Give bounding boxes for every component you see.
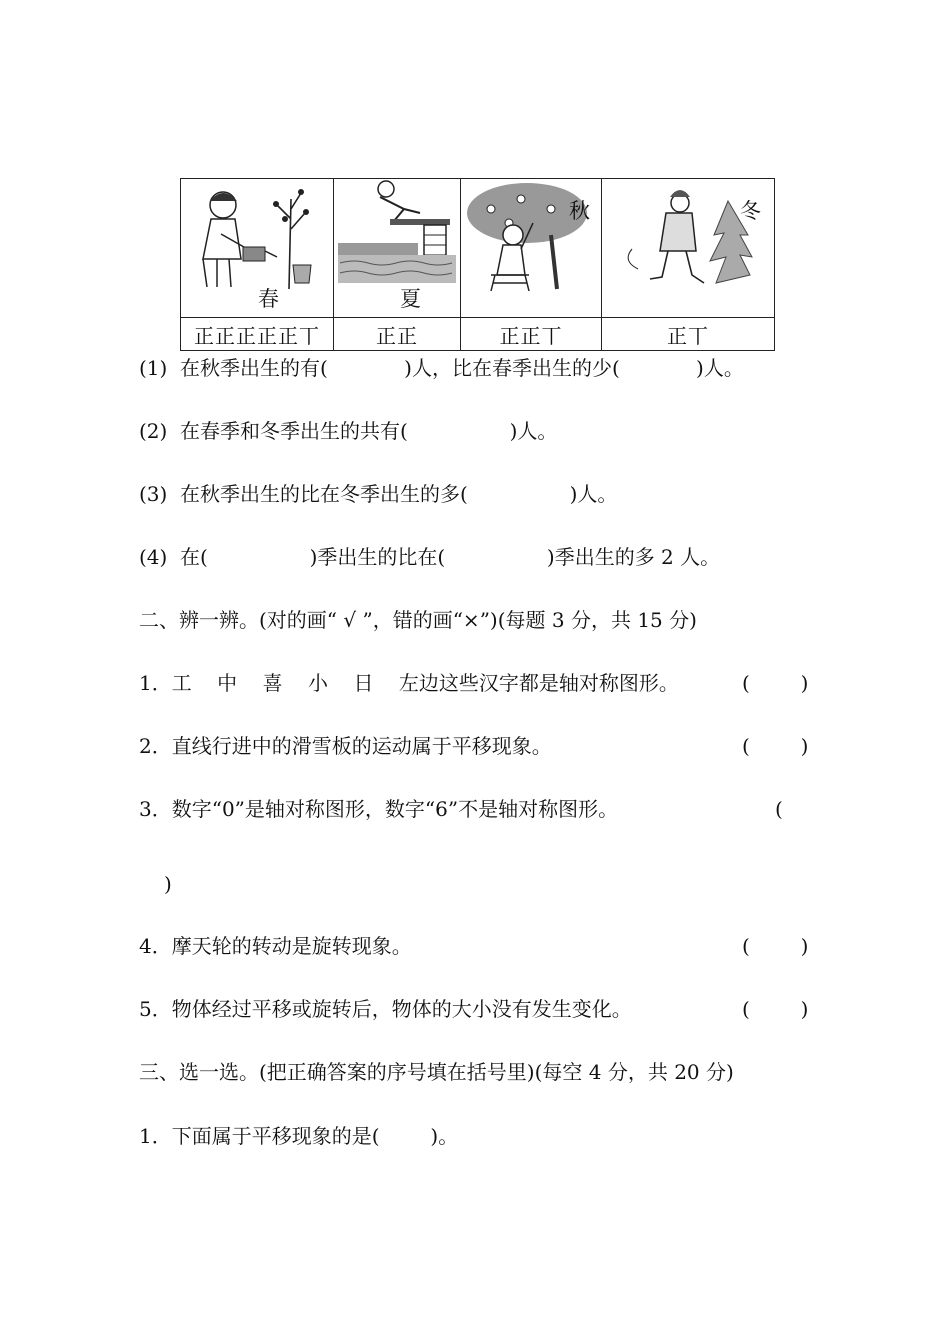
answer-paren-5: ( ) — [742, 997, 809, 1021]
question-3: (3) 在秋季出生的比在冬季出生的多( )人。 — [139, 482, 618, 506]
section-3-heading: 三、选一选。(把正确答案的序号填在括号里)(每空 4 分，共 20 分) — [139, 1060, 734, 1084]
answer-paren-4: ( ) — [742, 934, 809, 958]
choice-item-1: 1．下面属于平移现象的是( )。 — [139, 1124, 459, 1148]
question-4: (4) 在( )季出生的比在( )季出生的多 2 人。 — [139, 545, 721, 569]
judge-item-2: 2．直线行进中的滑雪板的运动属于平移现象。 — [139, 734, 552, 758]
season-label-autumn: 秋 — [569, 199, 590, 223]
question-1: (1) 在秋季出生的有( )人，比在春季出生的少( )人。 — [139, 356, 744, 380]
answer-paren-1: ( ) — [742, 671, 809, 695]
judge-item-5: 5．物体经过平移或旋转后，物体的大小没有发生变化。 — [139, 997, 632, 1021]
birth-season-table — [180, 178, 775, 351]
autumn-cell — [461, 179, 602, 318]
tally-winter: 正丅 — [602, 318, 775, 351]
tally-summer: 正正 — [334, 318, 461, 351]
question-2: (2) 在春季和冬季出生的共有( )人。 — [139, 419, 558, 443]
judge-item-4: 4．摩天轮的转动是旋转现象。 — [139, 934, 412, 958]
season-label-winter: 冬 — [740, 199, 761, 223]
section-2-heading: 二、辨一辨。(对的画“ √ ”，错的画“×”)(每题 3 分，共 15 分) — [139, 608, 697, 632]
answer-paren-3-close: ) — [164, 872, 172, 896]
summer-cell — [334, 179, 461, 318]
judge-item-3: 3．数字“0”是轴对称图形，数字“6”不是轴对称图形。 — [139, 797, 619, 821]
answer-paren-2: ( ) — [742, 734, 809, 758]
judge-item-1: 1．工 中 喜 小 日 左边这些汉字都是轴对称图形。 — [139, 671, 679, 695]
spring-cell — [181, 179, 334, 318]
summer-picture — [334, 179, 460, 317]
tally-spring: 正正正正正丅 — [181, 318, 334, 351]
winter-cell — [602, 179, 775, 318]
tally-autumn: 正正丅 — [461, 318, 602, 351]
season-label-spring: 春 — [258, 287, 279, 311]
spring-picture — [181, 179, 331, 317]
season-label-summer: 夏 — [400, 287, 421, 311]
answer-paren-3-open: ( — [775, 797, 783, 821]
